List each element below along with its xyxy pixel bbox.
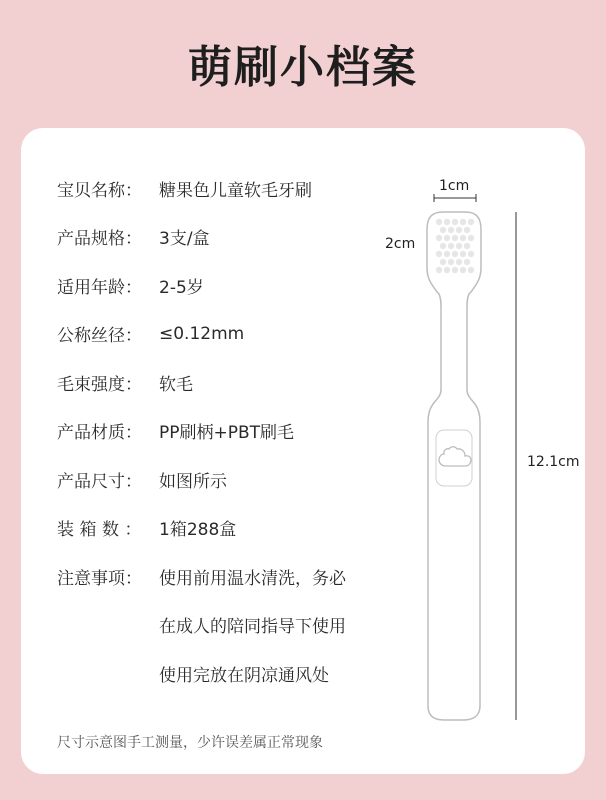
spec-row-material <box>57 407 417 456</box>
spec-label: 产品规格： <box>57 229 142 250</box>
toothbrush-diagram <box>381 168 580 728</box>
spec-label: 注意事项： <box>57 568 142 589</box>
spec-label: 宝贝名称： <box>57 180 142 201</box>
spec-row-age <box>57 261 417 310</box>
spec-row-strength <box>57 358 417 407</box>
spec-row-spec <box>57 213 417 262</box>
spec-value: 使用前用温水清洗，务必 <box>159 568 346 589</box>
spec-row-notes <box>57 552 417 601</box>
spec-list <box>57 164 417 698</box>
spec-value: 3支/盒 <box>159 229 210 250</box>
spec-label: 毛束强度： <box>57 374 142 395</box>
spec-value: 糖果色儿童软毛牙刷 <box>159 180 312 201</box>
spec-label: 产品材质： <box>57 423 142 444</box>
spec-label: 公称丝径： <box>57 326 142 347</box>
spec-label: 适用年龄： <box>57 277 142 298</box>
spec-value: ≤0.12mm <box>159 323 245 344</box>
spec-value: 2-5岁 <box>159 277 204 298</box>
footnote: 尺寸示意图手工测量，少许误差属正常现象 <box>57 735 323 751</box>
spec-value: 1箱288盒 <box>159 520 237 541</box>
spec-value: PP刷柄+PBT刷毛 <box>159 423 295 444</box>
info-card <box>21 128 585 774</box>
spec-row-diameter <box>57 310 417 359</box>
spec-row-notes-cont <box>57 649 417 698</box>
spec-value: 如图所示 <box>159 471 227 492</box>
spec-value: 在成人的陪同指导下使用 <box>159 617 346 638</box>
spec-value: 软毛 <box>159 374 193 395</box>
spec-row-size <box>57 455 417 504</box>
spec-value: 使用完放在阴凉通风处 <box>159 665 329 686</box>
toothbrush-illustration <box>381 168 571 728</box>
page-title: 萌刷小档案 <box>188 42 418 93</box>
spec-label: 装箱数： <box>57 520 147 541</box>
total-length-label: 12.1cm <box>527 454 580 470</box>
head-length-label: 2cm <box>385 236 416 252</box>
spec-row-packing <box>57 504 417 553</box>
head-width-label: 1cm <box>439 178 470 194</box>
spec-row-notes-cont <box>57 601 417 650</box>
spec-label: 产品尺寸： <box>57 471 142 492</box>
spec-row-name <box>57 164 417 213</box>
